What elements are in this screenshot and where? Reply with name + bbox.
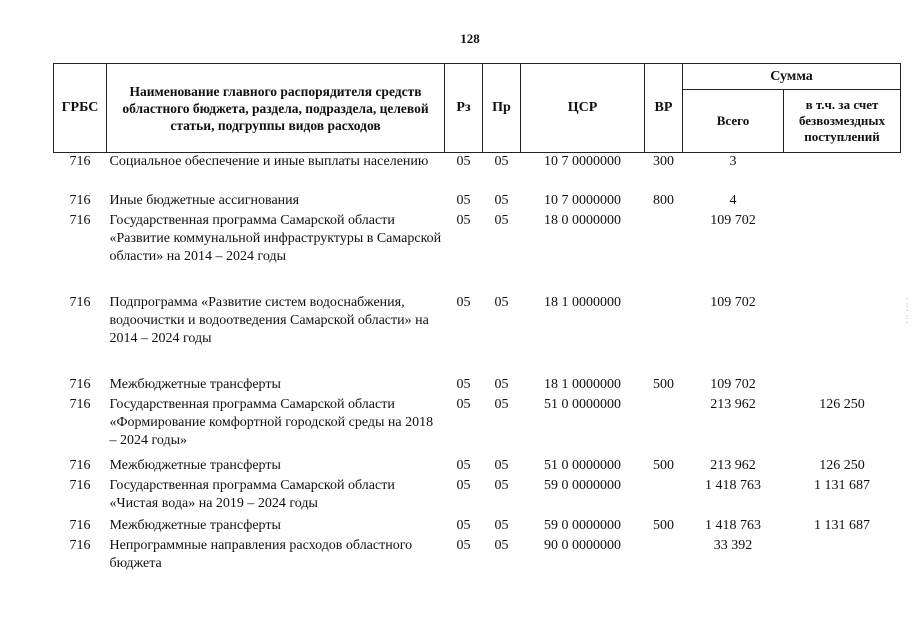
cell-total: 213 962 [710,396,756,412]
cell-total: 109 702 [710,376,756,392]
cell-grbs: 716 [69,457,91,473]
cell-grants [784,191,901,211]
header-sum: Сумма [683,64,901,90]
cell-total: 109 702 [710,212,756,228]
cell-csr: 18 1 0000000 [544,294,621,310]
cell-pr: 05 [494,457,509,473]
cell-rz: 05 [456,537,471,553]
header-csr: ЦСР [521,64,645,153]
table-row [54,191,901,211]
cell-name: Непрограммные направления расходов областного бюджета [109,537,413,571]
budget-table [53,63,901,576]
cell-csr: 18 0 0000000 [544,212,621,228]
cell-csr: 51 0 0000000 [544,457,621,473]
table-row [54,211,901,293]
scan-edge-marks: · : · : · [905,295,909,327]
table-row [54,395,901,456]
cell-grbs: 716 [69,396,91,412]
cell-rz: 05 [456,376,471,392]
table-row [54,456,901,476]
cell-total: 1 418 763 [705,477,761,493]
cell-name: Подпрограмма «Развитие систем водоснабжения, водоочистки и водоотведения Самарской области» на 2014 – 2024 годы [109,294,429,346]
cell-grbs: 716 [69,154,91,169]
header-pr: Пр [483,64,521,153]
cell-vr [645,476,683,516]
cell-grbs: 716 [69,192,91,208]
header-grants: в т.ч. за счет безвозмездных поступлений [784,90,901,153]
cell-total: 33 392 [713,537,753,553]
cell-rz: 05 [456,212,471,228]
cell-name: Межбюджетные трансферты [109,376,281,392]
cell-rz: 05 [456,154,471,169]
cell-vr [645,395,683,456]
cell-vr: 500 [653,457,674,473]
cell-csr: 51 0 0000000 [544,396,621,412]
cell-grants [784,153,901,191]
cell-vr: 500 [653,376,674,392]
cell-grants: 126 250 [819,457,865,473]
cell-grants [784,211,901,293]
cell-total: 3 [729,154,737,169]
table-row [54,516,901,536]
cell-rz: 05 [456,396,471,412]
cell-total: 4 [729,192,737,208]
cell-name: Межбюджетные трансферты [109,457,281,473]
cell-grants: 126 250 [819,396,865,412]
cell-name: Иные бюджетные ассигнования [109,192,300,208]
cell-pr: 05 [494,154,509,169]
cell-pr: 05 [494,537,509,553]
table-row [54,375,901,395]
header-rz: Рз [445,64,483,153]
cell-pr: 05 [494,212,509,228]
table-row [54,153,901,191]
header-grbs: ГРБС [54,64,107,153]
cell-total: 213 962 [710,457,756,473]
cell-total: 109 702 [710,294,756,310]
cell-grbs: 716 [69,294,91,310]
cell-rz: 05 [456,517,471,533]
cell-grbs: 716 [69,376,91,392]
cell-total: 1 418 763 [705,517,761,533]
cell-grbs: 716 [69,537,91,553]
cell-vr [645,536,683,576]
cell-csr: 10 7 0000000 [544,192,621,208]
cell-csr: 10 7 0000000 [544,154,621,169]
cell-rz: 05 [456,477,471,493]
cell-csr: 18 1 0000000 [544,376,621,392]
cell-pr: 05 [494,396,509,412]
cell-grants: 1 131 687 [814,517,870,533]
cell-vr: 500 [653,517,674,533]
header-total: Всего [683,90,784,153]
cell-vr [645,293,683,375]
cell-rz: 05 [456,457,471,473]
cell-vr: 800 [653,192,674,208]
cell-csr: 59 0 0000000 [544,477,621,493]
table-row [54,476,901,516]
cell-grbs: 716 [69,212,91,228]
cell-csr: 59 0 0000000 [544,517,621,533]
cell-grbs: 716 [69,517,91,533]
cell-grants [784,375,901,395]
cell-name: Государственная программа Самарской области «Развитие коммунальной инфраструктуры в Самарской области» на 2014 – 2024 годы [109,212,442,264]
cell-pr: 05 [494,376,509,392]
cell-csr: 90 0 0000000 [544,537,621,553]
cell-grants [784,536,901,576]
page-number: 128 [460,31,480,46]
table-row [54,536,901,576]
cell-name: Государственная программа Самарской области «Чистая вода» на 2019 – 2024 годы [109,477,395,511]
cell-vr [645,211,683,293]
cell-pr: 05 [494,517,509,533]
cell-grbs: 716 [69,477,91,493]
cell-pr: 05 [494,294,509,310]
cell-rz: 05 [456,192,471,208]
header-vr: ВР [645,64,683,153]
cell-grants [784,293,901,375]
cell-grants: 1 131 687 [814,477,870,493]
cell-name: Межбюджетные трансферты [109,517,281,533]
cell-rz: 05 [456,294,471,310]
cell-pr: 05 [494,192,509,208]
cell-pr: 05 [494,477,509,493]
table-row [54,293,901,375]
cell-vr: 300 [653,154,674,169]
header-name: Наименование главного распорядителя средств областного бюджета, раздела, подраздела, целевой статьи, подгруппы видов расходов [107,64,445,153]
cell-name: Социальное обеспечение и иные выплаты населению [109,154,429,169]
cell-name: Государственная программа Самарской области «Формирование комфортной городской среды на 2018 – 2024 годы» [109,396,434,448]
